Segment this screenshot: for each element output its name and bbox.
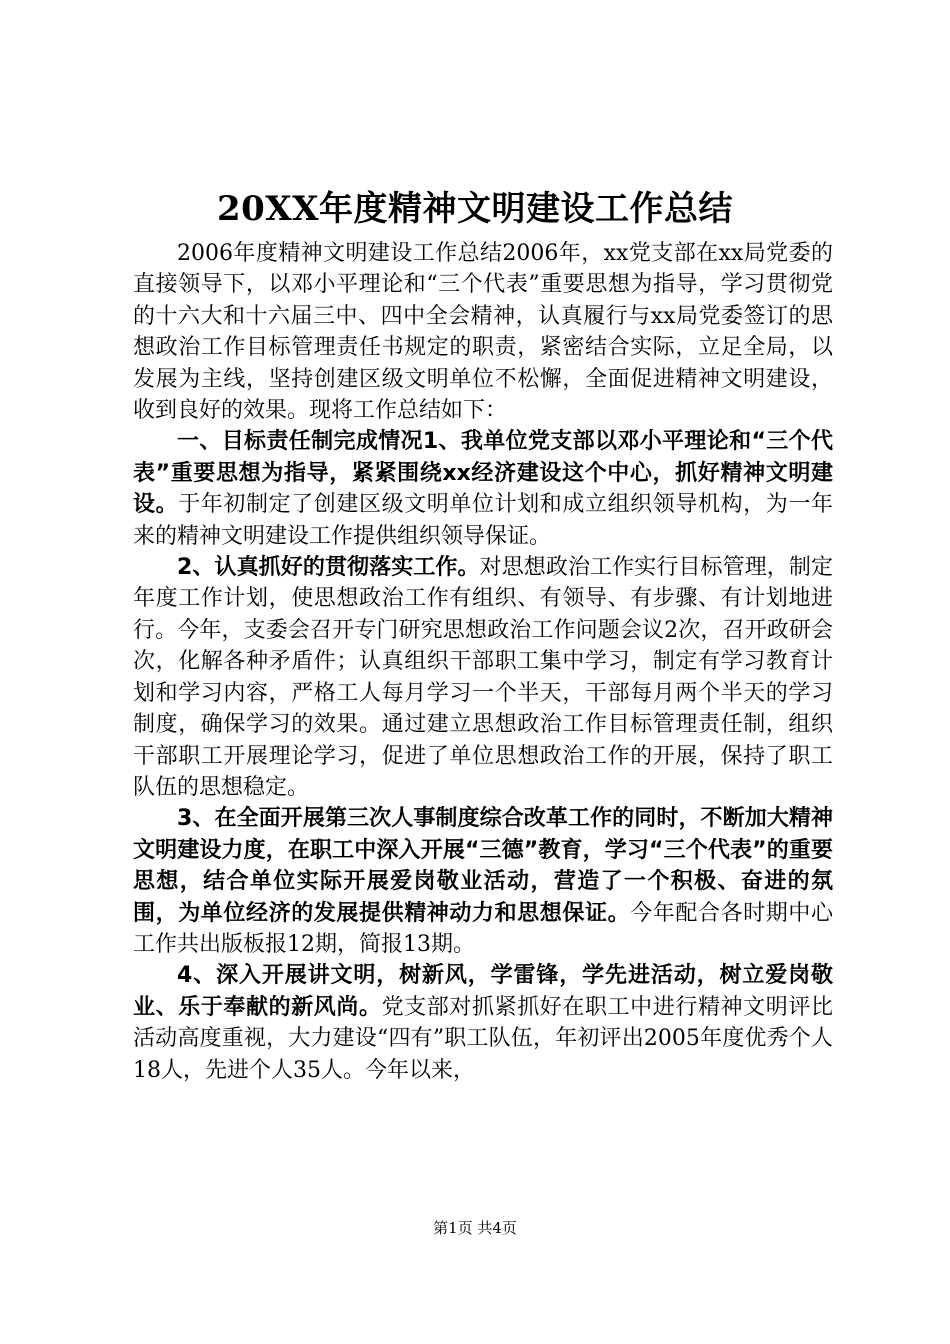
- paragraph-heading: 3、在全面开展第三次人事制度综合改革工作的同时，不断加大精神文明建设力度，在职工中深入开展“三德”教育，学习“三个代表”的重要思想，结合单位实际开展爱岗敬业活动，营造了一个积极、奋进的氛围，为单位经济的发展提供精神动力和思想保证。: [133, 806, 833, 926]
- paragraph-text: 2006年度精神文明建设工作总结2006年，xx党支部在xx局党委的直接领导下，以邓小平理论和“三个代表”重要思想为指导，学习贯彻党的十六大和十六届三中、四中全会精神，认真履行与xx局党委签订的思想政治工作目标管理责任书规定的职责，紧密结合实际，立足全局，以发展为主线，坚持创建区级文明单位不松懈，全面促进精神文明建设，收到良好的效果。现将工作总结如下：: [133, 241, 833, 424]
- paragraph-section-2: [133, 552, 833, 803]
- paragraph-heading: 一、目标责任制完成情况1、我单位党支部以邓小平理论和“三个代表”重要思想为指导，紧紧围绕xx经济建设这个中心，抓好精神文明建设。: [133, 429, 833, 518]
- document-title: 20XX年度精神文明建设工作总结: [216, 189, 734, 229]
- paragraph-text: 党支部对抓紧抓好在职工中进行精神文明评比活动高度重视，大力建设“四有”职工队伍，年初评出2005年度优秀个人18人，先进个人35人。今年以来，: [133, 994, 833, 1083]
- paragraph-text: 对思想政治工作实行目标管理，制定年度工作计划，使思想政治工作有组织、有领导、有步骤、有计划地进行。今年，支委会召开专门研究思想政治工作问题会议2次，召开政研会次，化解各种矛盾件；认真组织干部职工集中学习，制定有学习教育计划和学习内容，严格工人每月学习一个半天，干部每月两个半天的学习制度，确保学习的效果。通过建立思想政治工作目标管理责任制，组织干部职工开展理论学习，促进了单位思想政治工作的开展，保持了职工队伍的思想稳定。: [133, 555, 833, 800]
- paragraph-heading: 2、认真抓好的贯彻落实工作。: [177, 555, 480, 581]
- paragraph-text: 今年配合各时期中心工作共出版板报12期，简报13期。: [133, 900, 833, 957]
- document-body: [133, 238, 833, 1086]
- paragraph-section-1: [133, 426, 833, 552]
- paragraph-text: 于年初制定了创建区级文明单位计划和成立组织领导机构，为一年来的精神文明建设工作提供组织领导保证。: [133, 492, 833, 549]
- paragraph-heading: 4、深入开展讲文明，树新风，学雷锋，学先进活动，树立爱岗敬业、乐于奉献的新风尚。: [133, 963, 833, 1020]
- page-number-footer: 第1页 共4页: [433, 1219, 517, 1237]
- paragraph-section-4: [133, 960, 833, 1086]
- paragraph-intro: [133, 238, 833, 426]
- paragraph-section-3: [133, 803, 833, 960]
